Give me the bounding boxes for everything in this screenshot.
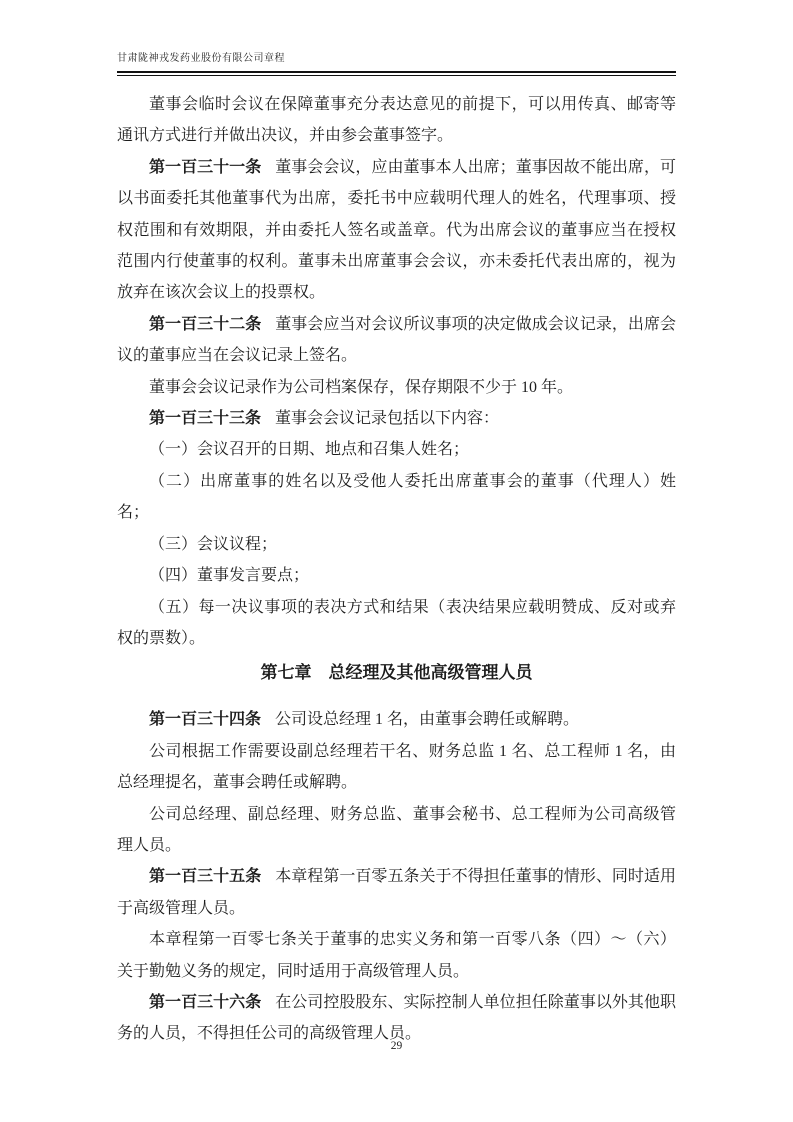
paragraph-text: 公司设总经理 1 名，由董事会聘任或解聘。 <box>275 711 580 729</box>
body-paragraph <box>117 529 676 560</box>
paragraph-text: 公司总经理、副总经理、财务总监、董事会秘书、总工程师为公司高级管理人员。 <box>117 805 676 854</box>
header-title: 甘肃陇神戎发药业股份有限公司章程 <box>117 53 285 64</box>
page-header <box>117 52 676 76</box>
body-paragraph <box>117 372 676 403</box>
paragraph-text: 董事会会议记录包括以下内容： <box>275 410 500 428</box>
body-paragraph <box>117 736 676 799</box>
page-footer <box>0 1036 793 1054</box>
paragraph-text: 董事会临时会议在保障董事充分表达意见的前提下，可以用传真、邮寄等通讯方式进行并做出决议，并由参会董事签字。 <box>117 96 676 145</box>
article-paragraph <box>117 403 676 434</box>
paragraph-text: 公司根据工作需要设副总经理若干名、财务总监 1 名、总工程师 1 名，由总经理提名，董事会聘任或解聘。 <box>117 742 676 792</box>
body-paragraph <box>117 89 676 152</box>
header-divider <box>117 71 676 76</box>
body-paragraph <box>117 560 676 591</box>
article-number: 第一百三十一条 <box>149 158 262 176</box>
paragraph-text: （一）会议召开的日期、地点和召集人姓名； <box>149 441 470 459</box>
paragraph-text: （五）每一决议事项的表决方式和结果（表决结果应载明赞成、反对或弃权的票数）。 <box>117 598 676 647</box>
paragraph-text: （三）会议议程； <box>149 535 278 553</box>
paragraph-text: 第七章 总经理及其他高级管理人员 <box>260 663 533 683</box>
article-paragraph <box>117 861 676 924</box>
article-number: 第一百三十二条 <box>149 315 262 333</box>
paragraph-text: 在公司控股股东、实际控制人单位担任除董事以外其他职务的人员，不得担任公司的高级管理人员。 <box>117 993 676 1043</box>
article-number: 第一百三十四条 <box>149 711 262 729</box>
document-body <box>117 89 676 1050</box>
paragraph-text: （四）董事发言要点； <box>149 567 310 585</box>
paragraph-text: （二）出席董事的姓名以及受他人委托出席董事会的董事（代理人）姓名； <box>117 472 676 522</box>
paragraph-text: 本章程第一百零七条关于董事的忠实义务和第一百零八条（四）～（六）关于勤勉义务的规定，同时适用于高级管理人员。 <box>117 931 676 980</box>
body-paragraph <box>117 592 676 655</box>
article-paragraph <box>117 704 676 735</box>
article-number: 第一百三十五条 <box>149 868 262 886</box>
page-number: 29 <box>390 1040 403 1052</box>
body-paragraph <box>117 799 676 862</box>
body-paragraph <box>117 466 676 529</box>
paragraph-text: 董事会会议记录作为公司档案保存，保存期限不少于 10 年。 <box>149 378 574 396</box>
paragraph-text: 本章程第一百零五条关于不得担任董事的情形、同时适用于高级管理人员。 <box>117 868 676 917</box>
chapter-heading <box>117 655 676 691</box>
paragraph-text: 董事会会议，应由董事本人出席；董事因故不能出席，可以书面委托其他董事代为出席，委托书中应载明代理人的姓名，代理事项、授权范围和有效期限，并由委托人签名或盖章。代为出席会议的董事应当在授权范围内行使董事的权利。董事未出席董事会会议，亦未委托代表出席的，视为放弃在该次会议上的投票权。 <box>117 158 676 302</box>
article-number: 第一百三十六条 <box>149 993 262 1011</box>
article-number: 第一百三十三条 <box>149 410 262 428</box>
article-paragraph <box>117 152 676 309</box>
body-paragraph <box>117 924 676 987</box>
article-paragraph <box>117 309 676 372</box>
paragraph-text: 董事会应当对会议所议事项的决定做成会议记录，出席会议的董事应当在会议记录上签名。 <box>117 315 676 365</box>
body-paragraph <box>117 434 676 465</box>
